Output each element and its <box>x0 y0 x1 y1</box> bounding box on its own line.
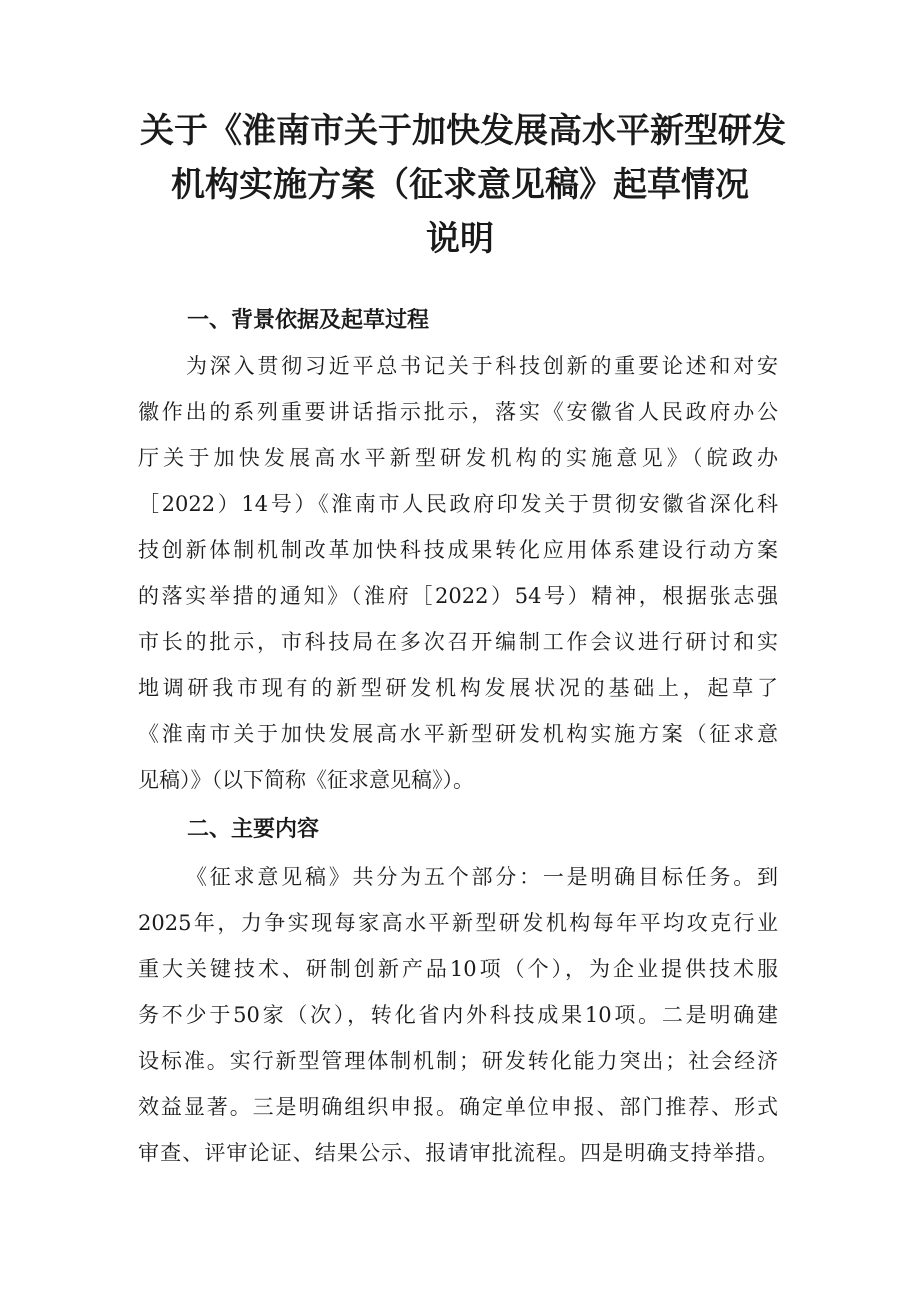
paragraph-line: 设标准。实行新型管理体制机制；研发转化能力突出；社会经济 <box>138 1049 778 1073</box>
section-heading-background: 一、背景依据及起草过程 <box>187 308 430 333</box>
paragraph-line: 《淮南市关于加快发展高水平新型研发机构实施方案（征求意 <box>138 722 778 746</box>
section-heading-main-content: 二、主要内容 <box>187 817 320 842</box>
paragraph-line: 《征求意见稿》共分为五个部分：一是明确目标任务。到 <box>186 865 778 889</box>
section-body-background <box>138 343 778 803</box>
paragraph-line: 审查、评审论证、结果公示、报请审批流程。四是明确支持举措。 <box>138 1141 778 1165</box>
paragraph-line: 地调研我市现有的新型研发机构发展状况的基础上，起草了 <box>138 676 778 700</box>
paragraph-line: 市长的批示，市科技局在多次召开编制工作会议进行研讨和实 <box>138 630 778 654</box>
title-line: 关于《淮南市关于加快发展高水平新型研发 <box>140 111 786 151</box>
section-body-main-content <box>138 854 778 1176</box>
paragraph-line: 为深入贯彻习近平总书记关于科技创新的重要论述和对安 <box>186 354 778 378</box>
paragraph-line: 重大关键技术、研制创新产品10项（个），为企业提供技术服 <box>138 957 778 981</box>
paragraph-line: 的落实举措的通知》（淮府［2022）54号）精神，根据张志强 <box>138 584 778 608</box>
paragraph-line: 厅关于加快发展高水平新型研发机构的实施意见》（皖政办 <box>138 446 778 470</box>
paragraph-line: 见稿）》（以下简称《征求意见稿》）。 <box>138 768 474 792</box>
paragraph-line: 2025年，力争实现每家高水平新型研发机构每年平均攻克行业 <box>138 911 778 935</box>
title-line: 说明 <box>426 219 494 259</box>
title-line: 机构实施方案（征求意见稿》起草情况 <box>171 165 749 205</box>
paragraph-line: 徽作出的系列重要讲话指示批示，落实《安徽省人民政府办公 <box>138 400 778 424</box>
paragraph-line: 务不少于50家（次），转化省内外科技成果10项。二是明确建 <box>138 1003 778 1027</box>
paragraph-line: 技创新体制机制改革加快科技成果转化应用体系建设行动方案 <box>138 538 778 562</box>
paragraph-line: ［2022）14号）《淮南市人民政府印发关于贯彻安徽省深化科 <box>138 492 778 516</box>
paragraph-line: 效益显著。三是明确组织申报。确定单位申报、部门推荐、形式 <box>138 1095 778 1119</box>
document-title <box>140 104 786 266</box>
